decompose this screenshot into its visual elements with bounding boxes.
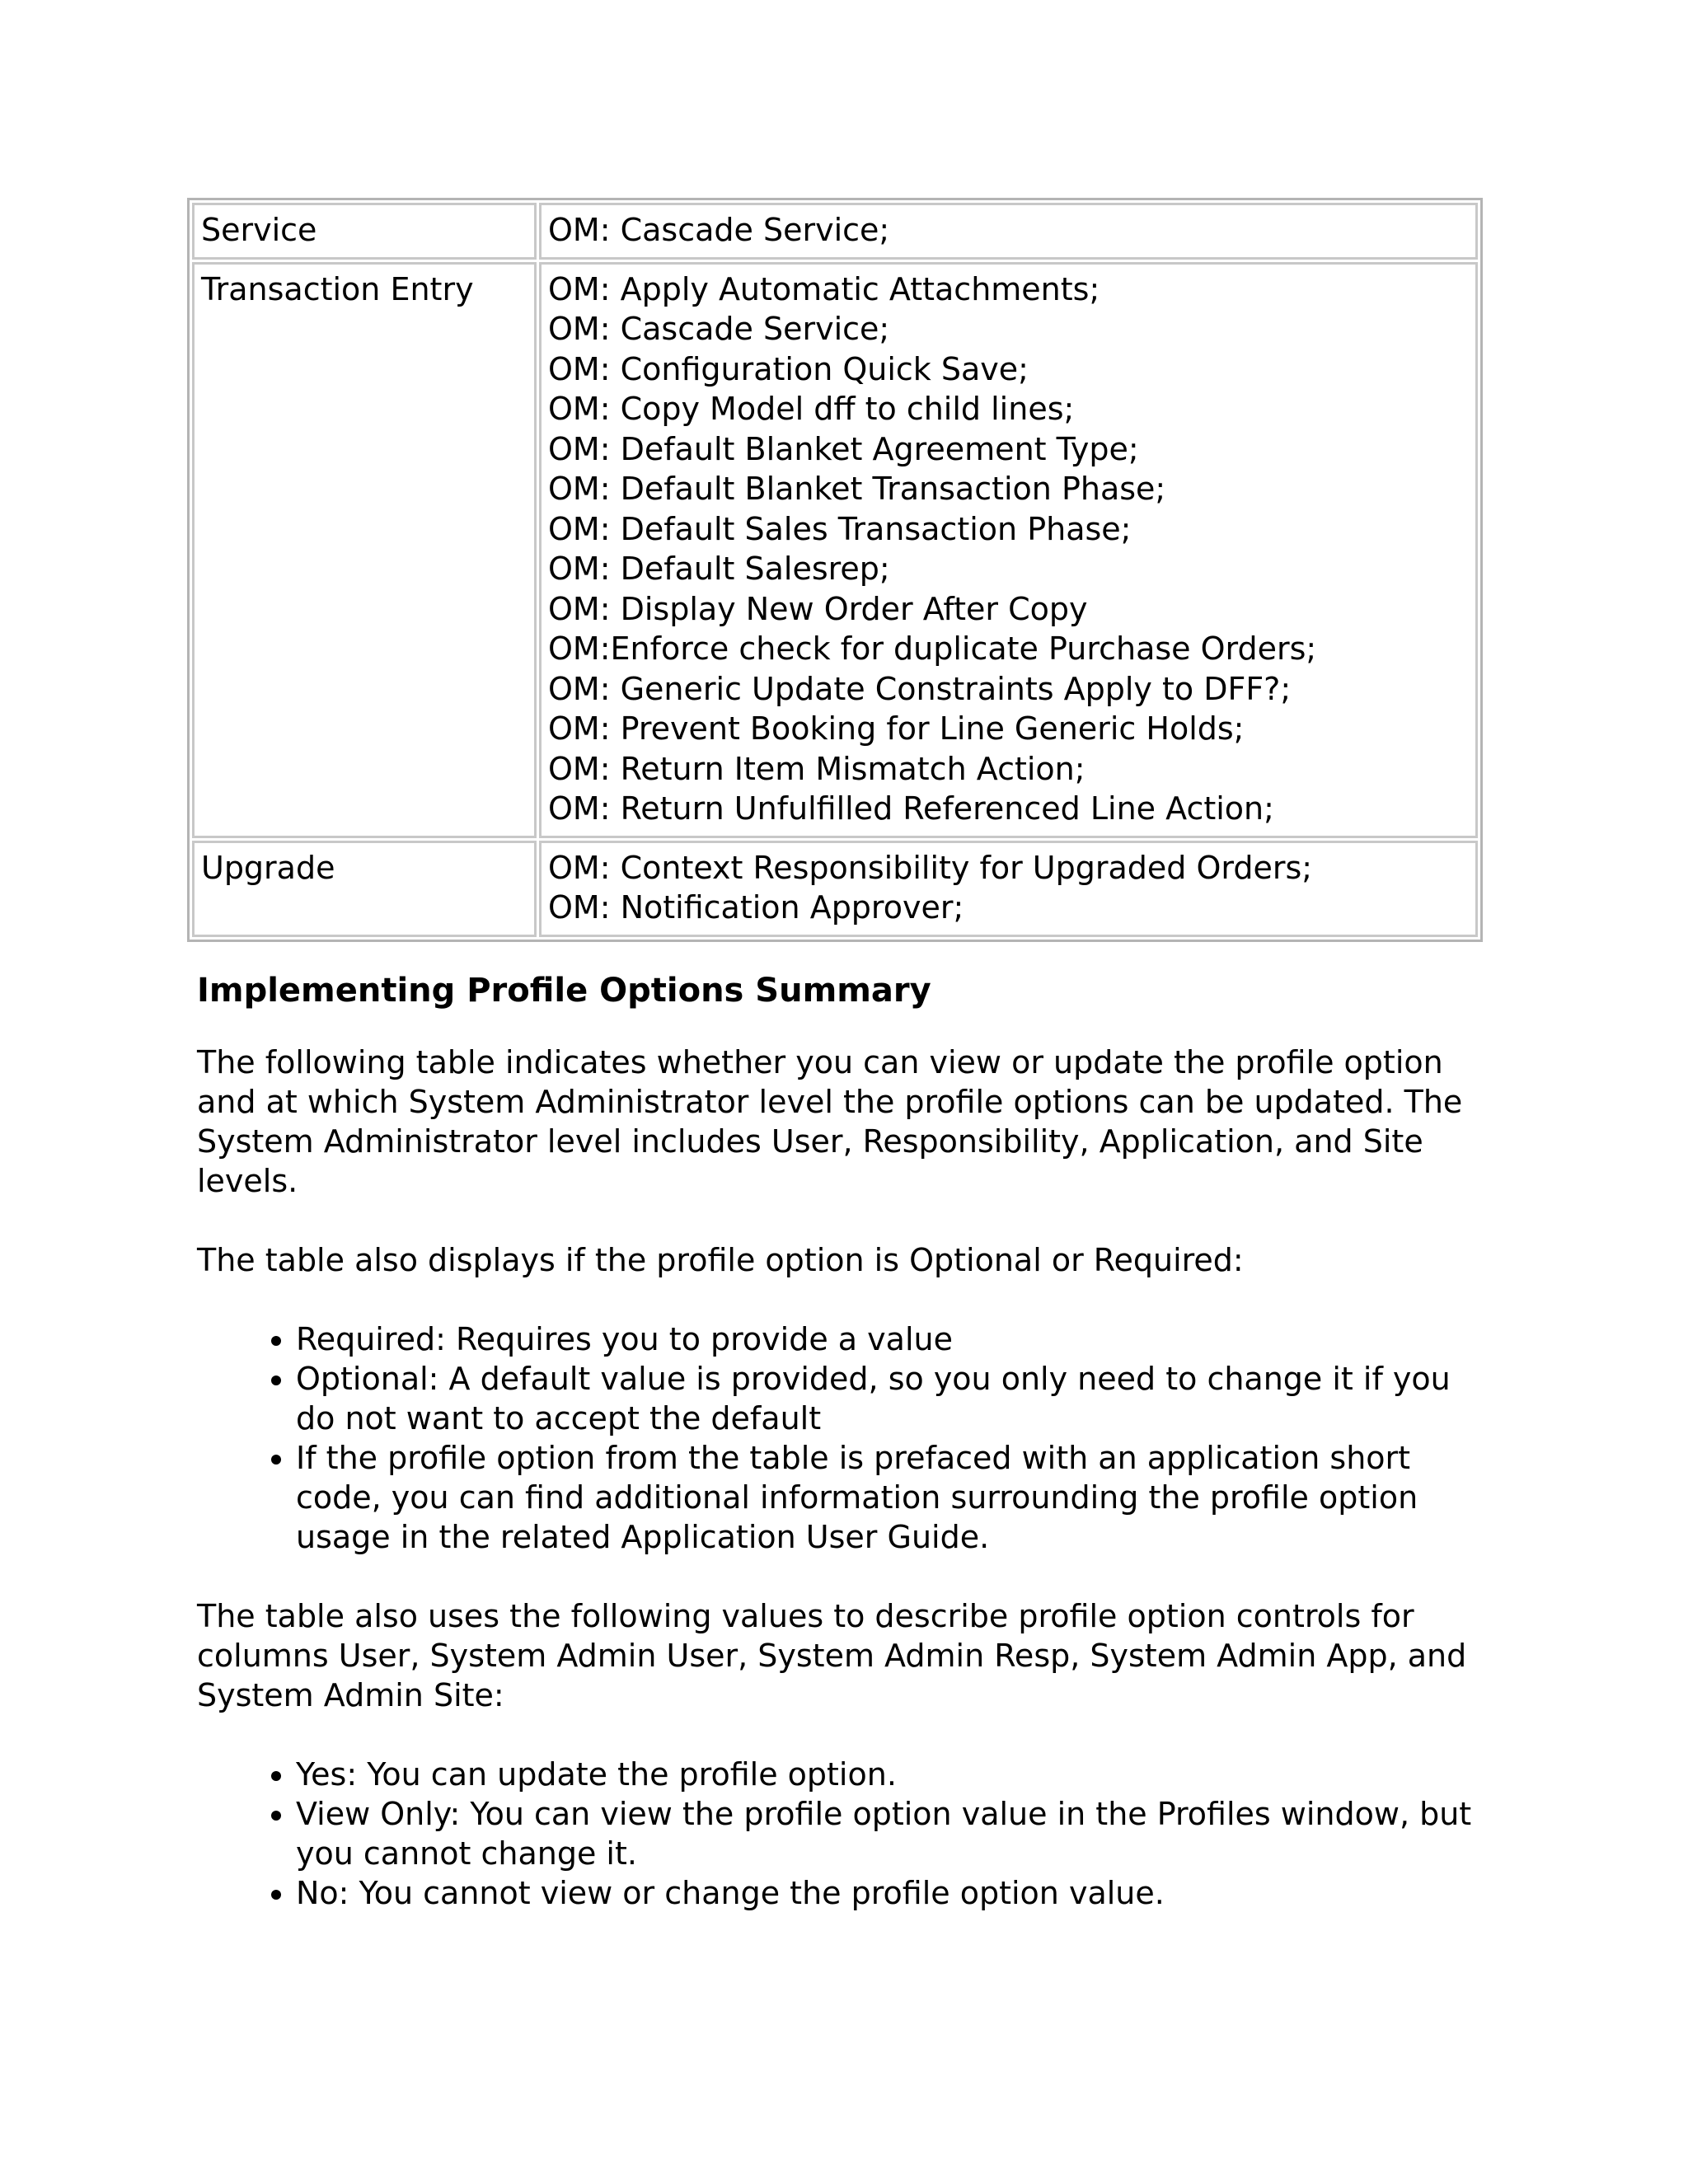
profile-option: OM: Display New Order After Copy [548,590,1088,627]
options-cell [539,203,1478,260]
list-item: • If the profile option from the table is prefaced with an application short code, you can find additional information surrounding the profile option usage in the related Application User Guide. [296,1438,1491,1557]
profile-option: OM:Enforce check for duplicate Purchase Orders; [548,630,1317,667]
list-item: • Optional: A default value is provided, so you only need to change it if you do not want to accept the default [296,1359,1491,1438]
profile-option: OM: Context Responsibility for Upgraded Orders; [548,849,1313,886]
profile-option: OM: Copy Model dff to child lines; [548,391,1075,427]
profile-option: OM: Prevent Booking for Line Generic Holds; [548,710,1245,747]
category-cell: Upgrade [192,841,537,937]
profile-option: OM: Notification Approver; [548,889,964,926]
profile-option: OM: Configuration Quick Save; [548,350,1029,387]
optional-required-list [197,1319,1491,1557]
table-row [192,203,1478,260]
profile-option: OM: Return Unfulfilled Referenced Line Action; [548,790,1274,827]
list-item: • Required: Requires you to provide a value [296,1319,1491,1359]
list-item: • View Only: You can view the profile option value in the Profiles window, but you cannot change it. [296,1794,1491,1873]
list-item: • Yes: You can update the profile option. [296,1755,1491,1794]
profile-option: OM: Apply Automatic Attachments; [548,270,1100,307]
profile-option: OM: Return Item Mismatch Action; [548,750,1085,787]
profile-option: OM: Default Salesrep; [548,551,890,587]
profile-options-table [187,198,1483,942]
category-cell: Service [192,203,537,260]
category-cell: Transaction Entry [192,262,537,838]
list-item: • No: You cannot view or change the profile option value. [296,1873,1491,1913]
control-values-list [197,1755,1491,1913]
section-heading: Implementing Profile Options Summary [197,972,931,1010]
table-row [192,841,1478,937]
options-cell [539,262,1478,838]
profile-option: OM: Cascade Service; [548,212,890,248]
summary-section [197,968,1491,1913]
values-intro-paragraph: The table also uses the following values to describe profile option controls for columns User, System Admin User, System Admin Resp, System Admin App, and System Admin Site: [197,1598,1467,1713]
profile-option: OM: Generic Update Constraints Apply to DFF?; [548,670,1292,707]
profile-option: OM: Default Sales Transaction Phase; [548,510,1132,547]
profile-option: OM: Cascade Service; [548,311,890,347]
profile-option: OM: Default Blanket Transaction Phase; [548,471,1166,507]
intro-paragraph: The following table indicates whether you can view or update the profile option and at which System Administrator level the profile options can be updated. The System Administrator level includes User, Responsibility, Application, and Site levels. [197,1044,1463,1199]
profile-option: OM: Default Blanket Agreement Type; [548,430,1139,467]
table-row [192,262,1478,838]
optional-intro-paragraph: The table also displays if the profile option is Optional or Required: [197,1242,1244,1278]
options-cell [539,841,1478,937]
